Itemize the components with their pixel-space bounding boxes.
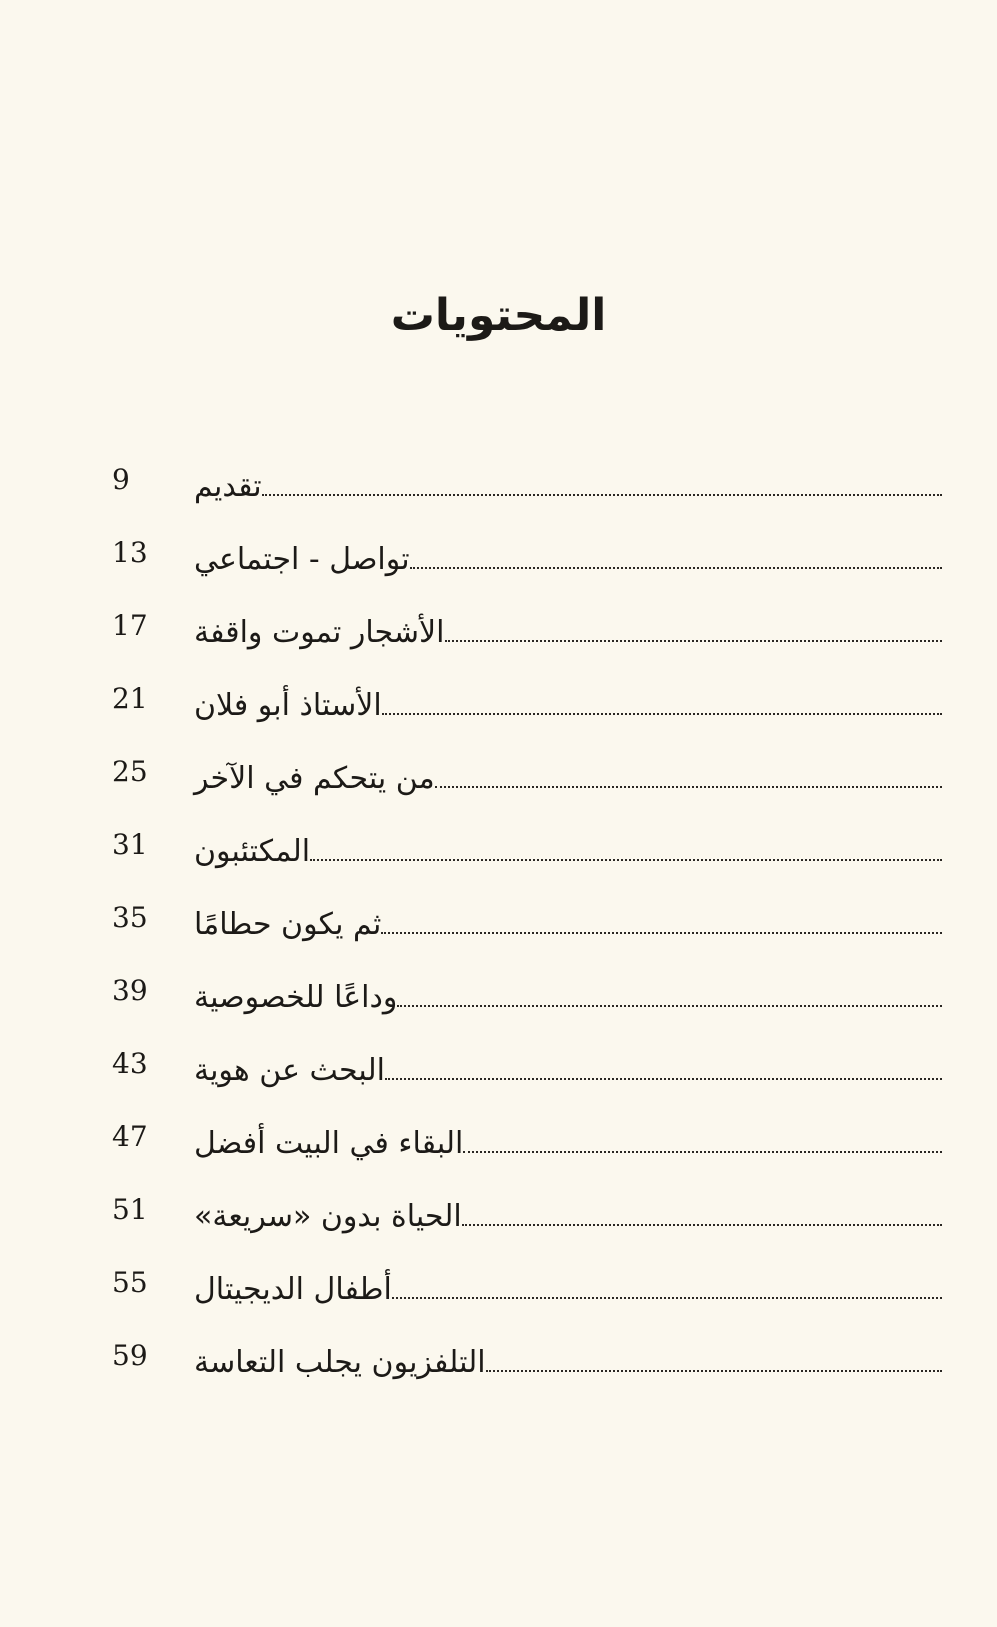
page-number: 25	[112, 755, 148, 788]
page-number: 39	[112, 974, 148, 1007]
dot-leader	[382, 713, 942, 715]
chapter-title: أطفال الديجيتال	[194, 1272, 392, 1307]
dot-leader	[445, 640, 942, 642]
toc-entry	[180, 1126, 942, 1161]
chapter-title: المكتئبون	[194, 834, 311, 869]
chapter-title: تواصل - اجتماعي	[194, 542, 410, 577]
chapter-title: الحياة بدون «سريعة»	[194, 1199, 462, 1234]
toc-row	[100, 966, 942, 1039]
page-number: 21	[112, 682, 148, 715]
toc-entry	[180, 615, 942, 650]
dot-leader	[381, 932, 942, 934]
dot-leader	[486, 1370, 942, 1372]
dot-leader	[462, 1224, 942, 1226]
dot-leader	[463, 1151, 942, 1153]
page-number: 47	[112, 1120, 148, 1153]
toc-entry	[180, 688, 942, 723]
page-number: 35	[112, 901, 148, 934]
chapter-title: من يتحكم في الآخر	[194, 761, 435, 796]
chapter-title: وداعًا للخصوصية	[194, 980, 398, 1015]
page-number: 43	[112, 1047, 148, 1080]
page-number: 51	[112, 1193, 148, 1226]
toc-entry	[180, 469, 942, 504]
page-number: 17	[112, 609, 148, 642]
toc-entry	[180, 542, 942, 577]
page-number: 55	[112, 1266, 148, 1299]
dot-leader	[435, 786, 942, 788]
toc-row	[100, 820, 942, 893]
toc-entry	[180, 1053, 942, 1088]
toc-row	[100, 1331, 942, 1404]
dot-leader	[385, 1078, 942, 1080]
toc-entry	[180, 761, 942, 796]
toc-entry	[180, 1199, 942, 1234]
chapter-title: الأستاذ أبو فلان	[194, 688, 382, 723]
page-number: 31	[112, 828, 148, 861]
chapter-title: تقديم	[194, 469, 262, 504]
chapter-title: البقاء في البيت أفضل	[194, 1126, 464, 1161]
page-number: 59	[112, 1339, 148, 1372]
chapter-title: ثم يكون حطامًا	[194, 907, 382, 942]
toc-entry	[180, 834, 942, 869]
toc-row	[100, 1112, 942, 1185]
dot-leader	[262, 494, 942, 496]
toc-row	[100, 528, 942, 601]
toc-row	[100, 601, 942, 674]
page-title: المحتويات	[390, 290, 607, 341]
toc-entry	[180, 980, 942, 1015]
toc-row	[100, 893, 942, 966]
toc-entry	[180, 1272, 942, 1307]
page-number: 9	[112, 463, 130, 496]
dot-leader	[392, 1297, 942, 1299]
toc-row	[100, 747, 942, 820]
toc-entry	[180, 1345, 942, 1380]
dot-leader	[310, 859, 942, 861]
chapter-title: الأشجار تموت واقفة	[194, 615, 445, 650]
chapter-title: البحث عن هوية	[194, 1053, 385, 1088]
toc-entry	[180, 907, 942, 942]
toc-row	[100, 1258, 942, 1331]
chapter-title: التلفزيون يجلب التعاسة	[194, 1345, 486, 1380]
dot-leader	[397, 1005, 942, 1007]
toc-row	[100, 455, 942, 528]
toc-row	[100, 674, 942, 747]
toc-row	[100, 1039, 942, 1112]
toc-row	[100, 1185, 942, 1258]
table-of-contents	[100, 455, 942, 1404]
dot-leader	[410, 567, 942, 569]
page-number: 13	[112, 536, 148, 569]
